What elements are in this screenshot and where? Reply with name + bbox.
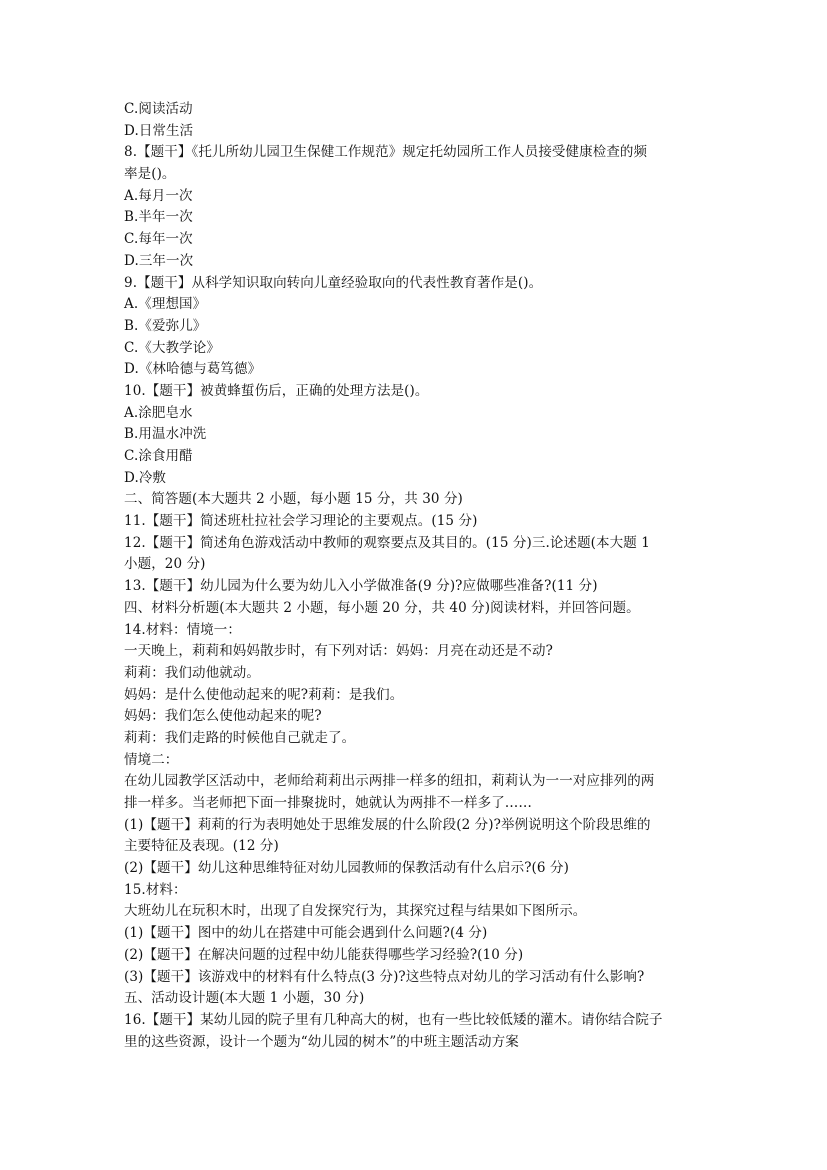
text-line: D.冷敷: [124, 469, 167, 486]
text-line: 妈妈：是什么使他动起来的呢?莉莉：是我们。: [124, 686, 404, 703]
text-line: B.用温水冲洗: [124, 426, 207, 443]
text-line: (2)【题干】幼儿这种思维特征对幼儿园教师的保教活动有什么启示?(6 分): [124, 860, 569, 877]
text-line: 妈妈：我们怎么使他动起来的呢?: [124, 708, 322, 725]
text-line: D.三年一次: [124, 252, 194, 269]
text-line: A.每月一次: [124, 187, 193, 204]
text-line: A.涂肥皂水: [124, 404, 193, 421]
text-line: 五、活动设计题(本大题 1 小题，30 分): [124, 990, 365, 1007]
text-line: 14.材料：情境一：: [124, 621, 241, 638]
text-line: 里的这些资源，设计一个题为“幼儿园的树木”的中班主题活动方案: [124, 1033, 519, 1050]
text-line: C.每年一次: [124, 231, 193, 248]
text-line: 10.【题干】被黄蜂蜇伤后，正确的处理方法是()。: [124, 382, 429, 399]
text-line: 四、材料分析题(本大题共 2 小题，每小题 20 分，共 40 分)阅读材料，并回答问题。: [124, 599, 640, 616]
text-line: 12.【题干】简述角色游戏活动中教师的观察要点及其目的。(15 分)三.论述题(本大题 1: [124, 534, 650, 551]
text-line: 莉莉：我们走路的时候他自己就走了。: [124, 729, 356, 746]
text-line: C.涂食用醋: [124, 448, 193, 464]
text-line: 情境二：: [124, 751, 179, 768]
text-line: (1)【题干】图中的幼儿在搭建中可能会遇到什么问题?(4 分): [124, 925, 488, 942]
text-line: (1)【题干】莉莉的行为表明她处于思维发展的什么阶段(2 分)?举例说明这个阶段思维的: [124, 816, 651, 833]
text-line: 15.材料：: [124, 881, 187, 898]
text-line: (3)【题干】该游戏中的材料有什么特点(3 分)?这些特点对幼儿的学习活动有什么影响?: [124, 968, 645, 985]
text-line: 小题，20 分): [124, 556, 206, 573]
text-line: 主要特征及表现。(12 分): [124, 838, 279, 855]
text-line: C.阅读活动: [124, 101, 193, 117]
text-line: 二、简答题(本大题共 2 小题，每小题 15 分，共 30 分): [124, 491, 463, 508]
text-line: B.半年一次: [124, 209, 193, 226]
text-line: 11.【题干】简述班杜拉社会学习理论的主要观点。(15 分): [124, 513, 478, 530]
text-line: D.日常生活: [124, 122, 194, 139]
document-text: [124, 99, 704, 1053]
text-line: 16.【题干】某幼儿园的院子里有几种高大的树，也有一些比较低矮的灌木。请你结合院子: [124, 1011, 663, 1028]
text-line: 率是()。: [124, 166, 176, 183]
text-line: (2)【题干】在解决问题的过程中幼儿能获得哪些学习经验?(10 分): [124, 946, 524, 963]
text-line: 排一样多。当老师把下面一排聚拢时，她就认为两排不一样多了……: [124, 795, 532, 811]
text-line: 一天晚上，莉莉和妈妈散步时，有下列对话：妈妈：月亮在动还是不动?: [124, 643, 553, 660]
text-line: 13.【题干】幼儿园为什么要为幼儿入小学做准备(9 分)?应做哪些准备?(11 分): [124, 578, 598, 595]
text-line: 8.【题干】《托儿所幼儿园卫生保健工作规范》规定托幼园所工作人员接受健康检查的频: [124, 144, 648, 161]
text-line: C.《大教学论》: [124, 339, 220, 356]
text-line: 在幼儿园教学区活动中，老师给莉莉出示两排一样多的纽扣，莉莉认为一一对应排列的两: [124, 773, 655, 790]
text-line: 9.【题干】从科学知识取向转向儿童经验取向的代表性教育著作是()。: [124, 274, 543, 291]
text-line: 莉莉：我们动他就动。: [124, 664, 260, 681]
text-line: D.《林哈德与葛笃德》: [124, 361, 262, 378]
text-line: B.《爱弥儿》: [124, 317, 207, 334]
text-line: A.《理想国》: [124, 296, 207, 313]
text-line: 大班幼儿在玩积木时，出现了自发探究行为，其探究过程与结果如下图所示。: [124, 903, 587, 920]
